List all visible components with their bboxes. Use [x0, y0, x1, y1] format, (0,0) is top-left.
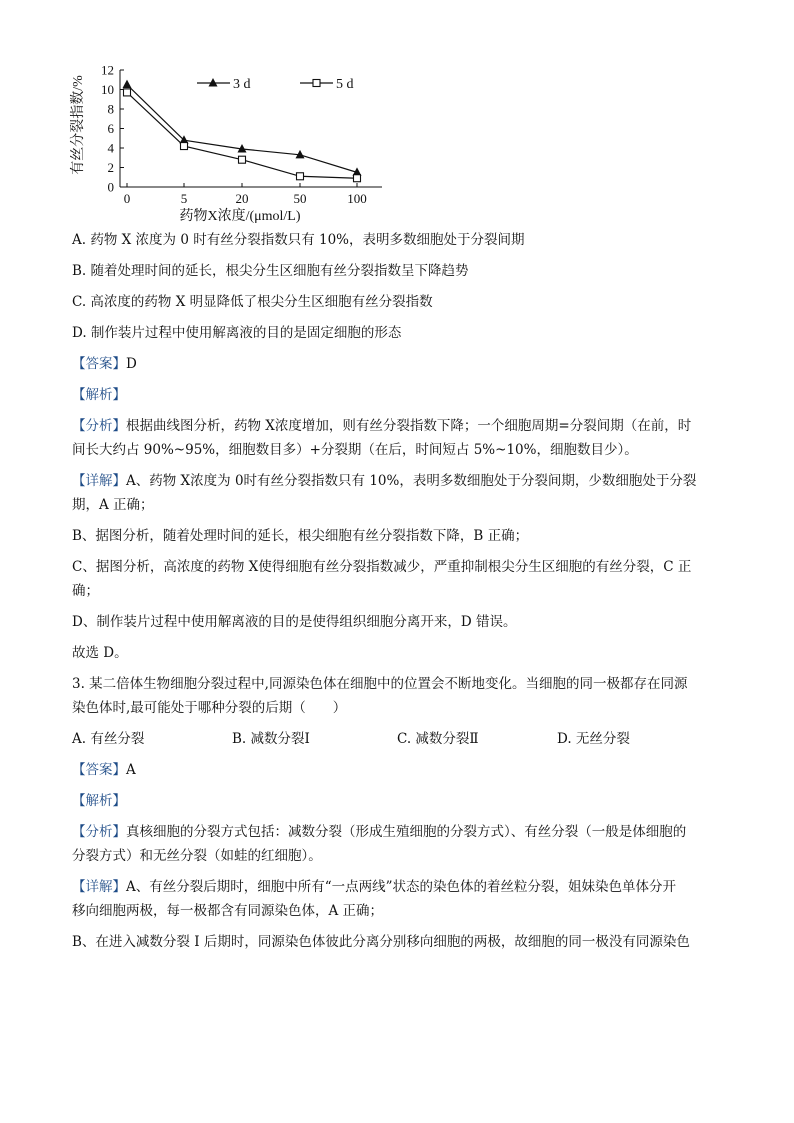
q3-answer [72, 760, 722, 780]
triangle-marker [123, 80, 132, 89]
x-tick-label: 0 [123, 191, 131, 206]
square-marker [239, 156, 246, 163]
y-tick-label: 2 [107, 160, 114, 175]
option-c: C. 高浓度的药物 X 明显降低了根尖分生区细胞有丝分裂指数 [72, 294, 433, 310]
square-marker [297, 173, 304, 180]
x-tick-label: 20 [235, 191, 249, 206]
option-d: D. 制作装片过程中使用解离液的目的是固定细胞的形态 [72, 325, 402, 341]
answer-value: D [126, 356, 137, 372]
y-axis-label: 有丝分裂指数/% [71, 75, 86, 175]
x-axis-label: 药物X浓度/(μmol/L) [179, 209, 301, 224]
y-tick-label: 4 [107, 140, 114, 156]
q2-answer [72, 354, 722, 374]
q2-conclusion: 故选 D。 [72, 645, 128, 661]
q3-analysis-heading [72, 791, 722, 811]
x-tick-label: 100 [347, 191, 367, 206]
detail-text: A、药物 X浓度为 0时有丝分裂指数只有 10%，表明多数细胞处于分裂间期，少数细胞处于分裂 [126, 473, 697, 489]
q2-detail-d: D、制作装片过程中使用解离液的目的是使得组织细胞分离开来，D 错误。 [72, 614, 517, 630]
x-tick-label: 5 [180, 191, 188, 206]
analysis-tag: 【解析】 [72, 793, 126, 809]
option-a: A. 药物 X 浓度为 0 时有丝分裂指数只有 10%，表明多数细胞处于分裂间期 [72, 232, 525, 248]
y-tick-label: 12 [101, 62, 114, 78]
q3-option-a: A. 有丝分裂 [72, 731, 145, 747]
q3-detail-b: B、在进入减数分裂 I 后期时，同源染色体彼此分离分别移向细胞的两极，故细胞的同一极没有同源染色 [72, 934, 690, 950]
analysis-tag: 【解析】 [72, 387, 126, 403]
legend-marker-5d [313, 80, 320, 87]
mitotic-index-line-chart [60, 55, 400, 235]
q2-detail-b: B、据图分析，随着处理时间的延长，根尖细胞有丝分裂指数下降，B 正确； [72, 528, 529, 544]
q3-option-b: B. 减数分裂Ⅰ [232, 731, 310, 747]
square-marker [354, 175, 361, 182]
q3-stem-cont: 染色体时,最可能处于哪种分裂的后期（ ） [72, 700, 347, 716]
y-tick-label: 0 [107, 179, 114, 195]
option-b: B. 随着处理时间的延长，根尖分生区细胞有丝分裂指数呈下降趋势 [72, 263, 469, 279]
q3-detail-cont: 移向细胞两极，每一极都含有同源染色体，A 正确； [72, 903, 384, 919]
answer-tag: 【答案】 [72, 356, 126, 372]
fenxi-text: 真核细胞的分裂方式包括：减数分裂（形成生殖细胞的分裂方式）、有丝分裂（一般是体细胞的 [126, 824, 687, 840]
q3-fenxi-cont: 分裂方式）和无丝分裂（如蛙的红细胞）。 [72, 848, 322, 864]
x-tick-label: 50 [293, 191, 307, 206]
fenxi-tag: 【分析】 [72, 824, 126, 840]
answer-tag: 【答案】 [72, 762, 126, 778]
q2-fenxi [72, 416, 722, 436]
q3-option-c: C. 减数分裂Ⅱ [397, 731, 479, 747]
q3-options [72, 729, 722, 749]
q2-detail-cont: 期，A 正确； [72, 497, 154, 513]
legend-label-3d: 3 d [233, 77, 251, 92]
y-tick-label: 10 [101, 82, 114, 97]
detail-tag: 【详解】 [72, 473, 126, 489]
chart-series [123, 80, 362, 182]
detail-tag: 【详解】 [72, 879, 126, 895]
square-marker [124, 89, 131, 96]
square-marker [181, 143, 188, 150]
legend-marker-3d [209, 78, 218, 87]
y-tick-label: 8 [107, 101, 114, 117]
q3-stem: 3. 某二倍体生物细胞分裂过程中,同源染色体在细胞中的位置会不断地变化。当细胞的同一极都存在同源 [72, 676, 688, 692]
detail-text: A、有丝分裂后期时，细胞中所有“一点两线”状态的染色体的着丝粒分裂，姐妹染色单体分开 [126, 879, 677, 895]
answer-value: A [126, 762, 136, 778]
fenxi-text: 根据曲线图分析，药物 X浓度增加，则有丝分裂指数下降；一个细胞周期=分裂间期（在前，时 [126, 418, 692, 434]
fenxi-tag: 【分析】 [72, 418, 126, 434]
q2-detail [72, 471, 722, 491]
q3-detail [72, 877, 722, 897]
q3-option-d: D. 无丝分裂 [557, 731, 630, 747]
legend-label-5d: 5 d [336, 77, 354, 92]
y-tick-label: 6 [107, 121, 114, 136]
q2-detail-c-cont: 确； [72, 583, 99, 599]
series-line-2 [127, 92, 357, 178]
chart-legend [197, 77, 354, 92]
q2-fenxi-cont: 间长大约占 90%~95%，细胞数目多）+分裂期（在后，时间短占 5%~10%，细胞数目少）。 [72, 442, 638, 458]
q3-fenxi [72, 822, 722, 842]
q2-analysis-heading [72, 385, 722, 405]
q2-detail-c: C、据图分析，高浓度的药物 X使得细胞有丝分裂指数减少，严重抑制根尖分生区细胞的有丝分裂，C 正 [72, 559, 692, 575]
document-body [72, 230, 722, 963]
